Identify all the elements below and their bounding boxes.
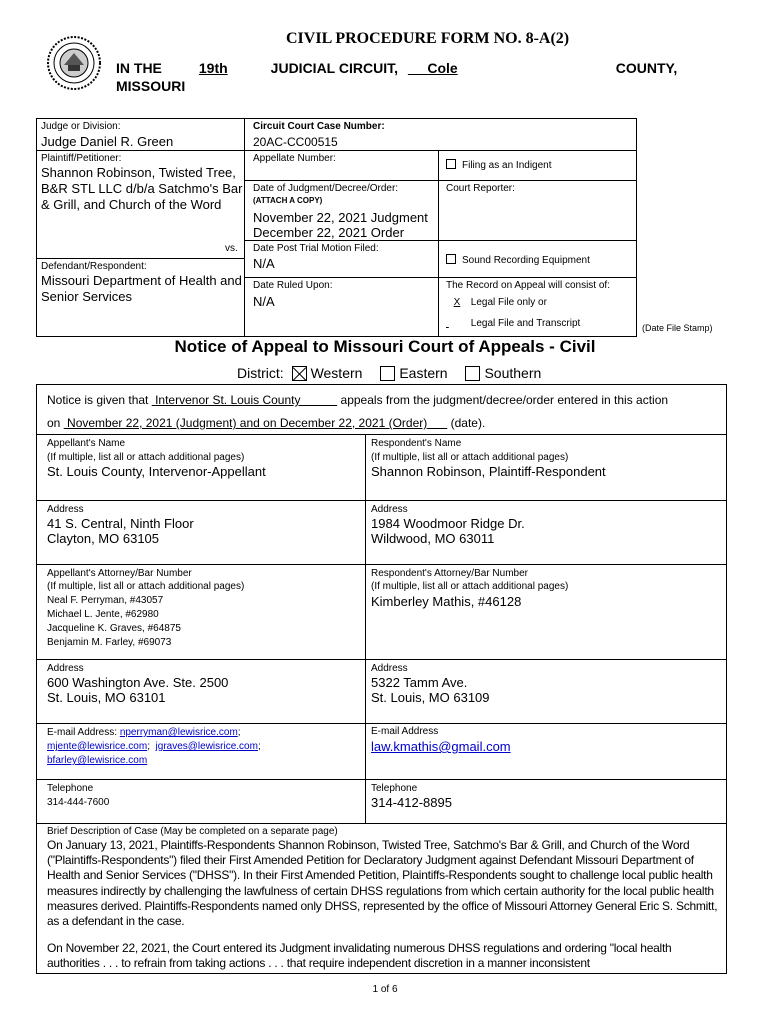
respondent-address-1: 1984 Woodmoor Ridge Dr. xyxy=(371,516,525,531)
attorney-address-2: St. Louis, MO 63101 xyxy=(47,690,166,705)
defendant-label: Defendant/Respondent: xyxy=(41,261,147,272)
respondent-address-2: Wildwood, MO 63011 xyxy=(371,531,495,546)
email-link-perryman[interactable]: nperryman@lewisrice.com xyxy=(119,727,238,738)
court-reporter-label: Court Reporter: xyxy=(446,183,515,194)
respondent-name-label: Respondent's Name xyxy=(371,438,462,449)
attorney-address-1: 600 Washington Ave. Ste. 2500 xyxy=(47,675,229,690)
description-label: Brief Description of Case (May be completed on a separate page) xyxy=(47,826,338,837)
judge-label: Judge or Division: xyxy=(41,121,121,132)
respondent-attorney-multiple-note: (If multiple, list all or attach additional pages) xyxy=(371,581,569,592)
legal-file-transcript-option[interactable]: Legal File and Transcript xyxy=(470,318,581,329)
judgment-date-label: Date of Judgment/Decree/Order: xyxy=(253,183,399,194)
respondent-multiple-note: (If multiple, list all or attach additional pages) xyxy=(371,452,569,463)
respondent-attorney-label: Respondent's Attorney/Bar Number xyxy=(371,568,528,579)
legal-file-only-option[interactable]: X Legal File only or xyxy=(453,297,547,308)
appellant-address-2: Clayton, MO 63105 xyxy=(47,531,160,546)
notice-line-1: Notice is given that Intervenor St. Louis County appeals from the judgment/decree/order entered in this action xyxy=(47,393,669,407)
vs-label: vs. xyxy=(225,243,238,254)
circuit-number: 19th xyxy=(198,60,228,76)
email-link-graves[interactable]: jgraves@lewisrice.com xyxy=(155,741,258,752)
court-heading xyxy=(116,59,736,95)
defendant-value: Missouri Department of Health and Senior Services xyxy=(41,273,242,304)
description-para-1: On January 13, 2021, Plaintiffs-Respondents Shannon Robinson, Twisted Tree, Satchmo's Bar & Grill, and Church of the Word ("Plaintiffs-Respondents") filed their First Amended Petition for Declaratory Judgment against Defendant Missouri Department of Health and Senior Services ("DHSS"). In their First Amended Petition, Plaintiffs-Respondents sought to challenge local public health measures indirectly by challenging the lawfulness of certain DHSS regulations from which certain authority for the local public health measures derived. Plaintiffs-Respondents named only DHSS, represented by the office of Missouri Attorney General Eric S. Schmitt, as a defendant in the case. xyxy=(47,838,718,929)
respondent-email-label: E-mail Address xyxy=(371,726,439,737)
district-label: District: xyxy=(237,365,284,381)
court-seal-icon xyxy=(46,35,102,91)
appellant-attorney-1: Neal F. Perryman, #43057 xyxy=(47,595,164,606)
record-label: The Record on Appeal will consist of: xyxy=(446,280,610,291)
judgment-date-value-2: December 22, 2021 Order xyxy=(253,225,405,240)
judge-value: Judge Daniel R. Green xyxy=(41,134,174,149)
email-link-jente[interactable]: mjente@lewisrice.com xyxy=(47,741,148,752)
sound-recording[interactable]: Sound Recording Equipment xyxy=(446,254,590,267)
resp-attorney-address-2: St. Louis, MO 63109 xyxy=(371,690,490,705)
appellant-attorney-3: Jacqueline K. Graves, #64875 xyxy=(47,623,181,634)
case-number-value: 20AC-CC00515 xyxy=(253,135,338,149)
respondent-telephone-label: Telephone xyxy=(371,783,418,794)
district-selector xyxy=(237,365,541,381)
respondent-address-label: Address xyxy=(371,504,408,515)
judgment-date-value-1: November 22, 2021 Judgment xyxy=(253,210,428,225)
district-southern[interactable]: Southern xyxy=(465,365,541,381)
district-western[interactable]: Western xyxy=(292,365,363,381)
email-link-farley[interactable]: bfarley@lewisrice.com xyxy=(47,755,148,766)
appellant-multiple-note: (If multiple, list all or attach additional pages) xyxy=(47,452,245,463)
appellate-number-label: Appellate Number: xyxy=(253,153,336,164)
date-ruled-value: N/A xyxy=(253,294,275,309)
appellant-attorney-4: Benjamin M. Farley, #69073 xyxy=(47,637,172,648)
southern-checkbox[interactable] xyxy=(465,366,480,381)
post-trial-label: Date Post Trial Motion Filed: xyxy=(253,243,379,254)
state-label: MISSOURI xyxy=(116,78,186,94)
appellant-address-label: Address xyxy=(47,504,84,515)
eastern-checkbox[interactable] xyxy=(380,366,395,381)
county-name: Cole xyxy=(427,60,458,76)
appellant-emails: E-mail Address: nperryman@lewisrice.com; mjente@lewisrice.com; jgraves@lewisrice.com; bfarley@lewisrice.com xyxy=(47,727,261,766)
sound-recording-checkbox[interactable] xyxy=(446,254,456,264)
judicial-circuit-label: JUDICIAL CIRCUIT, xyxy=(270,60,398,76)
attach-copy-note: (ATTACH A COPY) xyxy=(253,196,323,205)
respondent-telephone: 314-412-8895 xyxy=(371,795,452,810)
respondent-email-link[interactable]: law.kmathis@gmail.com xyxy=(371,739,511,754)
appellant-name-label: Appellant's Name xyxy=(47,438,126,449)
appeal-dates: November 22, 2021 (Judgment) and on December 22, 2021 (Order) xyxy=(67,416,428,430)
western-checkbox[interactable] xyxy=(292,366,307,381)
plaintiff-label: Plaintiff/Petitioner: xyxy=(41,153,122,164)
filing-indigent[interactable]: Filing as an Indigent xyxy=(446,159,552,172)
description-para-2: On November 22, 2021, the Court entered its Judgment invalidating numerous DHSS regulations and ordering "local health authorities . . . to refrain from taking actions . . . that require independent discretion in a manner inconsistent xyxy=(47,941,672,971)
resp-attorney-address-1: 5322 Tamm Ave. xyxy=(371,675,468,690)
in-the-label: IN THE xyxy=(116,60,162,76)
appellant-telephone: 314-444-7600 xyxy=(47,797,110,808)
appellant-party: Intervenor St. Louis County xyxy=(155,393,301,407)
notice-line-2: on November 22, 2021 (Judgment) and on December 22, 2021 (Order) (date). xyxy=(47,416,486,430)
attorney-address-label: Address xyxy=(47,663,84,674)
appellant-telephone-label: Telephone xyxy=(47,783,94,794)
respondent-name: Shannon Robinson, Plaintiff-Respondent xyxy=(371,464,606,479)
appellant-attorney-multiple-note: (If multiple, list all or attach additional pages) xyxy=(47,581,245,592)
respondent-attorney: Kimberley Mathis, #46128 xyxy=(371,594,522,609)
appellant-attorney-2: Michael L. Jente, #62980 xyxy=(47,609,159,620)
appellant-name: St. Louis County, Intervenor-Appellant xyxy=(47,464,266,479)
county-label: COUNTY, xyxy=(615,60,678,76)
date-ruled-label: Date Ruled Upon: xyxy=(253,280,333,291)
resp-attorney-address-label: Address xyxy=(371,663,408,674)
date-file-stamp: (Date File Stamp) xyxy=(642,323,713,333)
form-title: CIVIL PROCEDURE FORM NO. 8-A(2) xyxy=(286,30,570,47)
post-trial-value: N/A xyxy=(253,256,275,271)
case-number-label: Circuit Court Case Number: xyxy=(253,121,385,132)
page-number: 1 of 6 xyxy=(372,984,398,995)
plaintiff-value: Shannon Robinson, Twisted Tree, B&R STL LLC d/b/a Satchmo's Bar & Grill, and Church of the Word xyxy=(41,165,243,212)
appellant-attorney-label: Appellant's Attorney/Bar Number xyxy=(47,568,192,579)
filing-indigent-checkbox[interactable] xyxy=(446,159,456,169)
appellant-address-1: 41 S. Central, Ninth Floor xyxy=(47,516,194,531)
district-eastern[interactable]: Eastern xyxy=(380,365,447,381)
notice-title: Notice of Appeal to Missouri Court of Appeals - Civil xyxy=(174,337,596,356)
